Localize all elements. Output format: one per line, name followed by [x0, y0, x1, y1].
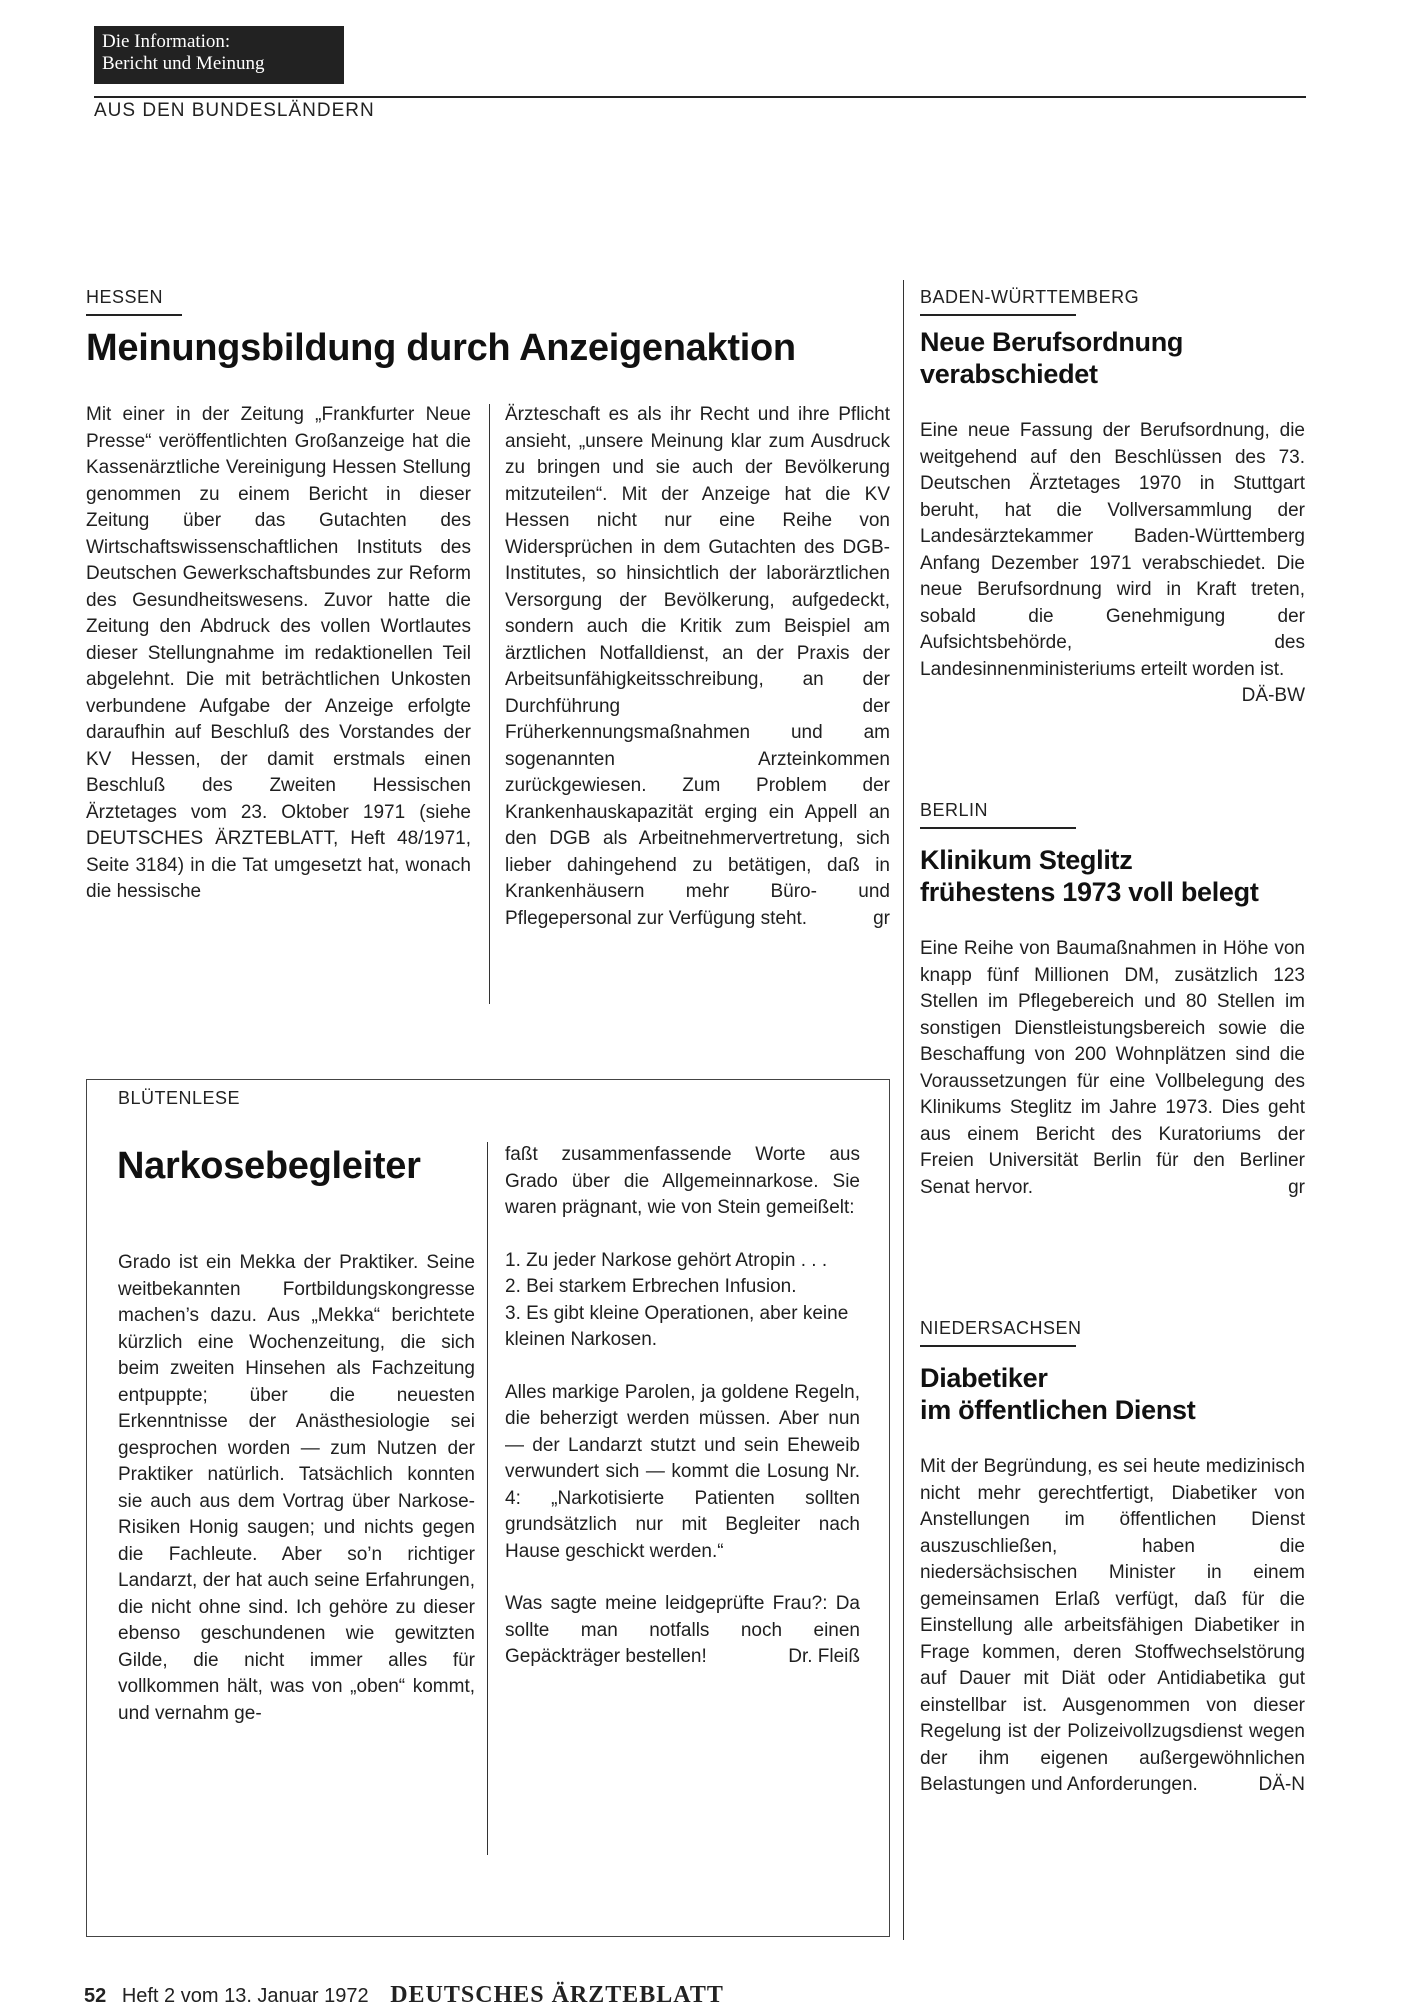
baden-headline-line2: verabschiedet: [920, 359, 1098, 389]
baden-headline-line1: Neue Berufsordnung: [920, 327, 1184, 357]
baden-body: [920, 418, 1305, 710]
bluetenlese-kicker: BLÜTENLESE: [118, 1088, 241, 1108]
bluetenlese-col2-closing: [505, 1591, 860, 1671]
berlin-kicker-rule: [920, 827, 1076, 829]
masthead: DEUTSCHES ÄRZTEBLATT: [390, 1982, 724, 2008]
bluetenlese-signature: Dr. Fleiß: [788, 1646, 860, 1667]
bluetenlese-list-item: 3. Es gibt kleine Operationen, aber keine kleinen Narkosen.: [505, 1302, 849, 1350]
hessen-column-2: [505, 402, 890, 932]
hessen-headline: Meinungsbildung durch Anzeigenaktion: [86, 327, 796, 369]
issue-info: Heft 2 vom 13. Januar 1972: [121, 1985, 369, 2007]
header-rule: [94, 96, 1306, 98]
page-number: 52: [84, 1985, 107, 2007]
baden-body-text: Eine neue Fassung der Berufsordnung, die weitgehend auf den Beschlüssen des 73. Deutschen Ärztetages 1970 in Stuttgart beruht, hat die Vollversammlung der Landesärztekammer Baden-Württemberg Anfang Dezember 1971 verabschiedet. Die neue Berufsordnung wird in Kraft treten, sobald die Genehmigung der Aufsichtsbehörde, des Landesinnenministeriums erteilt worden ist.: [920, 420, 1305, 680]
hessen-signature: gr: [873, 907, 890, 929]
baden-kicker: BADEN-WÜRTTEMBERG: [920, 287, 1140, 307]
berlin-signature: gr: [1288, 1176, 1305, 1198]
niedersachsen-signature: DÄ-N: [1258, 1774, 1305, 1795]
bluetenlese-col2-closing-text: Was sagte meine leidgeprüfte Frau?: Da sollte man notfalls noch einen Gepäckträger bestellen!: [505, 1593, 860, 1667]
niedersachsen-headline: [920, 1362, 1195, 1426]
berlin-headline-line1: Klinikum Steglitz: [920, 845, 1133, 875]
niedersachsen-headline-line1: Diabetiker: [920, 1363, 1048, 1393]
niedersachsen-kicker: NIEDERSACHSEN: [920, 1318, 1082, 1338]
baden-headline: [920, 326, 1183, 390]
bluetenlese-list-item: 2. Bei starkem Erbrechen Infusion.: [505, 1276, 797, 1297]
hessen-kicker: HESSEN: [86, 287, 164, 307]
berlin-body-text: Eine Reihe von Baumaßnahmen in Höhe von knapp fünf Millionen DM, zusätzlich 123 Stellen im Pflegebereich und 80 Stellen im sonstigen Dienstleistungsbereich sowie die Beschaffung von 200 Wohnplätzen sind die Voraussetzungen für eine Vollbelegung des Klinikums Steglitz im Jahre 1973. Dies geht aus einem Bericht des Kuratoriums der Freien Universität Berlin für den Berliner Senat hervor.: [920, 938, 1305, 1198]
bluetenlese-list: [505, 1248, 860, 1354]
berlin-headline-line2: frühestens 1973 voll belegt: [920, 877, 1259, 907]
bluetenlese-column-rule: [487, 1142, 488, 1855]
berlin-headline: [920, 844, 1259, 908]
bluetenlese-list-item: 1. Zu jeder Narkose gehört Atropin . . .: [505, 1249, 828, 1271]
niedersachsen-body-text: Mit der Begründung, es sei heute medizinisch nicht mehr gerechtfertigt, Diabetiker von Anstellungen im öffentlichen Dienst auszuschließen, haben die niedersächsischen Minister in einem gemeinsamen Erlaß verfügt, daß für die Einstellung alle arbeitsfähigen Diabetiker in Frage kommen, deren Stoffwechselstörung auf Dauer mit Diät oder Antidiabetika gut einstellbar ist. Ausgenommen von dieser Regelung ist der Polizeivollzugsdienst wegen der ihm eigenen außergewöhnlichen Belastungen und Anforderungen.: [920, 1456, 1305, 1795]
berlin-kicker: BERLIN: [920, 800, 989, 820]
bluetenlese-column-1: Grado ist ein Mekka der Praktiker. Seine weitbekannten Fortbildungskongresse machen’s dazu. Aus „Mekka“ berichtete kürzlich eine Wochenzeitung, die sich beim zweiten Hinsehen als Fachzeitung entpuppte; über die neuesten Erkenntnisse der Anästhesiologie sei gesprochen worden — zum Nutzen der Praktiker natürlich. Tatsächlich konnten sie auch aus dem Vortrag über Narkose-Risiken Honig saugen; und nichts gegen die Fachleute. Aber so’n richtiger Landarzt, der hat auch seine Erfahrungen, die nicht ohne sind. Ich gehöre zu dieser ebenso geschundenen wie gewitzten Gilde, die nicht immer alles für vollkommen hält, was von „oben“ kommt, und vernahm ge-: [118, 1252, 475, 1724]
rubric-label-line1: Die Information:: [102, 31, 231, 52]
bluetenlese-col2-intro: faßt zusammenfassende Worte aus Grado über die Allgemeinnarkose. Sie waren prägnant, wie von Stein gemeißelt:: [505, 1144, 860, 1218]
bluetenlese-column-2: [505, 1142, 860, 1697]
baden-signature: DÄ-BW: [1241, 685, 1305, 706]
berlin-body: [920, 936, 1305, 1201]
hessen-column-rule: [489, 404, 490, 1004]
hessen-column-2-text: Ärzteschaft es als ihr Recht und ihre Pflicht ansieht, „unsere Meinung klar zum Ausdruck zu bringen und sie auch der Bevölkerung mitzuteilen“. Mit der Anzeige hat die KV Hessen nicht nur eine Reihe von Widersprüchen in dem Gutachten des DGB-Institutes, so hinsichtlich der laborärztlichen Versorgung der Bevölkerung, aufgedeckt, sondern auch die Kritik zum Beispiel am ärztlichen Notfalldienst, an der Praxis der Arbeitsunfähigkeitsschreibung, an der Durchführung der Früherkennungsmaßnahmen und am sogenannten Arzteinkommen zurückgewiesen. Zum Problem der Krankenhauskapazität erging ein Appell an den DGB als Arbeitnehmervertretung, sich lieber dahingehend zu betätigen, daß in Krankenhäusern mehr Büro- und Pflegepersonal zur Verfügung steht.: [505, 404, 890, 929]
bluetenlese-headline: Narkosebegleiter: [117, 1145, 421, 1187]
niedersachsen-headline-line2: im öffentlichen Dienst: [920, 1395, 1196, 1425]
niedersachsen-body: [920, 1454, 1305, 1799]
rubric-label: [94, 26, 344, 84]
baden-kicker-rule: [920, 314, 1076, 316]
section-title: AUS DEN BUNDESLÄNDERN: [94, 100, 375, 121]
bluetenlese-col2-para: Alles markige Parolen, ja goldene Regeln, die beherzigt werden müssen. Aber nun — der Landarzt stutzt und sein Eheweib verwundert sich — kommt die Losung Nr. 4: „Narkotisierte Patienten sollten grundsätzlich nur mit Begleiter nach Hause geschickt werden.“: [505, 1381, 860, 1562]
rubric-label-line2: Bericht und Meinung: [102, 53, 265, 74]
right-column-rule: [903, 280, 904, 1940]
page-footer: [84, 1982, 724, 2009]
niedersachsen-kicker-rule: [920, 1345, 1076, 1347]
hessen-kicker-rule: [86, 314, 182, 316]
hessen-column-1: Mit einer in der Zeitung „Frankfurter Neue Presse“ veröffentlichten Großanzeige hat die Kassenärztliche Vereinigung Hessen Stellung genommen zu einem Bericht in dieser Zeitung über das Gutachten des Wirtschaftswissenschaftlichen Instituts des Deutschen Gewerkschaftsbundes zur Reform des Gesundheitswesens. Zuvor hatte die Zeitung den Abdruck des vollen Wortlautes dieser Stellungnahme im redaktionellen Teil abgelehnt. Die mit beträchtlichen Unkosten verbundene Aufgabe der Anzeige erfolgte daraufhin auf Beschluß des Vorstandes der KV Hessen, der damit erstmals einen Beschluß des Zweiten Hessischen Ärztetages vom 23. Oktober 1971 (siehe DEUTSCHES ÄRZTEBLATT, Heft 48/1971, Seite 3184) in die Tat umgesetzt hat, wonach die hessische: [86, 404, 471, 902]
